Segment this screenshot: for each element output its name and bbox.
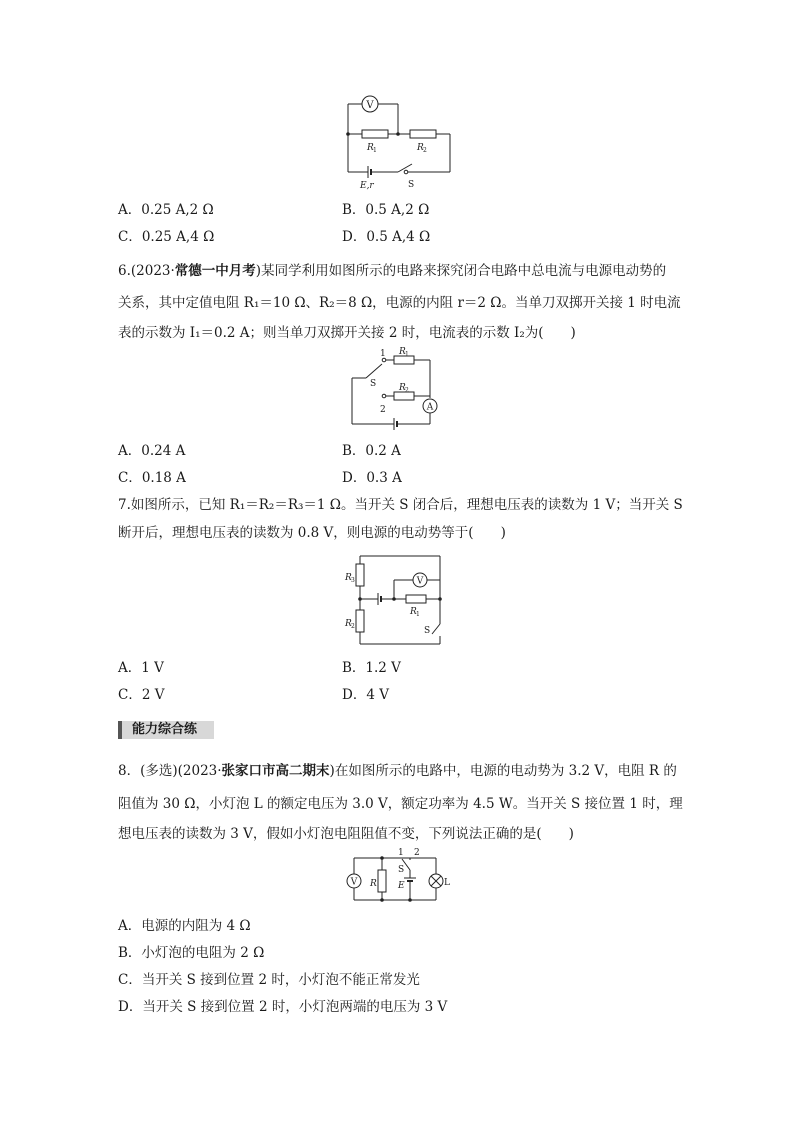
q6-stem-line1: [118, 263, 666, 279]
r1-sub: 1: [405, 351, 409, 358]
r1-sub: 1: [416, 611, 420, 618]
q5-option-c[interactable]: C．0.25 A,4 Ω: [118, 229, 215, 245]
q6-option-d[interactable]: D．0.3 A: [342, 470, 402, 486]
switch-label: S: [408, 180, 415, 190]
section-banner: 能力综合练: [118, 721, 214, 739]
q8-stem-line1: [118, 763, 677, 779]
q8-option-a[interactable]: A．电源的内阻为 4 Ω: [118, 918, 251, 934]
q7-circuit-diagram: [344, 552, 448, 648]
r2-label: R: [399, 383, 406, 393]
contact-1-label: 1: [380, 349, 386, 359]
q6-stem-text: )某同学利用如图所示的电路来探究闭合电路中总电流与电源电动势的: [255, 263, 667, 279]
switch-label: S: [370, 379, 377, 389]
q5-circuit-diagram: [340, 94, 460, 194]
q8-stem-line3: 想电压表的读数为 3 V，假如小灯泡电阻阻值不变，下列说法正确的是( ): [118, 826, 574, 842]
switch-label: S: [398, 865, 405, 875]
r1-label: R: [367, 143, 374, 153]
voltmeter-label: V: [366, 100, 374, 111]
resistor-label: R: [370, 879, 377, 889]
q5-option-d[interactable]: D．0.5 A,4 Ω: [342, 229, 431, 245]
q7-stem-line1: 7.如图所示，已知 R₁＝R₂＝R₃＝1 Ω。当开关 S 闭合后，理想电压表的读数为 1 V；当开关 S: [118, 497, 683, 513]
q8-stem-text: )在如图所示的电路中，电源的电动势为 3.2 V，电阻 R 的: [329, 763, 677, 779]
r1-sub: 1: [373, 147, 377, 154]
q7-option-c[interactable]: C．2 V: [118, 687, 165, 703]
q8-option-b[interactable]: B．小灯泡的电阻为 2 Ω: [118, 945, 265, 961]
q6-source: 常德一中月考: [174, 263, 256, 279]
switch-label: S: [424, 626, 431, 636]
r2-label: R: [345, 619, 352, 629]
q6-option-b[interactable]: B．0.2 A: [342, 443, 401, 459]
q5-option-b[interactable]: B．0.5 A,2 Ω: [342, 202, 430, 218]
q8-circuit-diagram: [340, 846, 456, 906]
contact-2-label: 2: [414, 848, 420, 858]
source-label: E,r: [360, 181, 374, 191]
ammeter-label: A: [426, 402, 434, 413]
q6-number: 6.(2023·: [118, 263, 175, 279]
r1-label: R: [410, 607, 417, 617]
r3-label: R: [345, 573, 352, 583]
q5-option-a[interactable]: A．0.25 A,2 Ω: [118, 202, 214, 218]
q8-source: 张家口市高二期末: [221, 763, 330, 779]
r2-sub: 2: [423, 147, 427, 154]
q7-option-b[interactable]: B．1.2 V: [342, 660, 401, 676]
voltmeter-label: V: [416, 576, 424, 587]
r2-label: R: [417, 143, 424, 153]
q8-number: 8．(多选)(2023·: [118, 763, 222, 779]
contact-2-label: 2: [380, 405, 386, 415]
q8-option-d[interactable]: D．当开关 S 接到位置 2 时，小灯泡两端的电压为 3 V: [118, 999, 448, 1015]
q7-stem-line2: 断开后，理想电压表的读数为 0.8 V，则电源的电动势等于( ): [118, 525, 506, 541]
contact-1-label: 1: [398, 848, 404, 858]
q7-option-a[interactable]: A．1 V: [118, 660, 164, 676]
r2-sub: 2: [405, 387, 409, 394]
q6-circuit-diagram: [344, 346, 454, 432]
q8-option-c[interactable]: C．当开关 S 接到位置 2 时，小灯泡不能正常发光: [118, 972, 420, 988]
q8-stem-line2: 阻值为 30 Ω，小灯泡 L 的额定电压为 3.0 V，额定功率为 4.5 W。当开关 S 接位置 1 时，理: [118, 796, 683, 812]
q7-option-d[interactable]: D．4 V: [342, 687, 389, 703]
r1-label: R: [399, 347, 406, 357]
r2-sub: 2: [351, 623, 355, 630]
q6-option-c[interactable]: C．0.18 A: [118, 470, 186, 486]
emf-label: E: [398, 881, 405, 891]
r3-sub: 3: [351, 577, 355, 584]
q6-stem-line2: 关系，其中定值电阻 R₁＝10 Ω、R₂＝8 Ω，电源的内阻 r＝2 Ω。当单刀双掷开关接 1 时电流: [118, 295, 681, 311]
voltmeter-label: V: [350, 877, 358, 888]
q6-stem-line3: 表的示数为 I₁＝0.2 A；则当单刀双掷开关接 2 时，电流表的示数 I₂为( ): [118, 325, 576, 341]
q6-option-a[interactable]: A．0.24 A: [118, 443, 186, 459]
lamp-label: L: [444, 878, 450, 888]
